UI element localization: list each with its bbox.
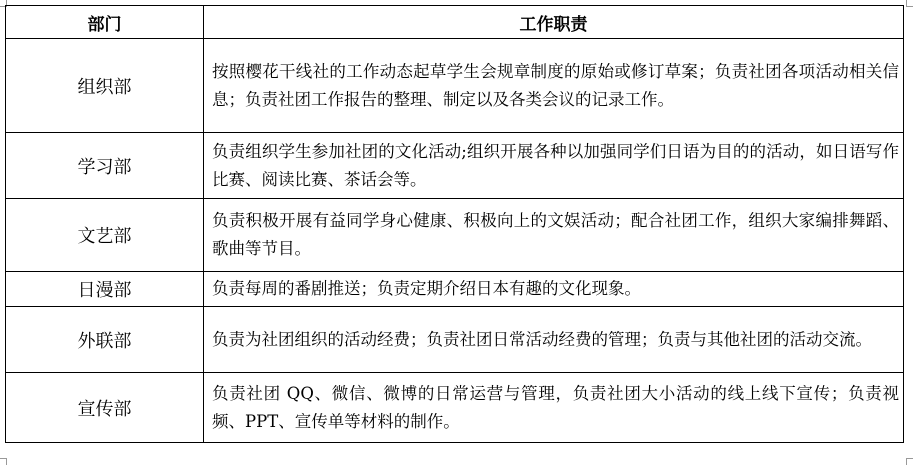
department-duty: 负责社团 QQ、微信、微博的日常运营与管理，负责社团大小活动的线上线下宣传；负责视频、PPT、宣传单等材料的制作。 (204, 373, 904, 443)
department-name: 组织部 (6, 39, 204, 133)
table-row (6, 133, 904, 199)
department-duty: 负责每周的番剧推送；负责定期介绍日本有趣的文化现象。 (204, 272, 904, 307)
table-row (6, 272, 904, 307)
department-duty: 负责为社团组织的活动经费；负责社团日常活动经费的管理；负责与其他社团的活动交流。 (204, 307, 904, 373)
crop-mark-top-right (906, 0, 913, 7)
department-name: 外联部 (6, 307, 204, 373)
table-row (6, 199, 904, 272)
department-duty: 负责组织学生参加社团的文化活动;组织开展各种以加强同学们日语为目的的活动，如日语写作比赛、阅读比赛、茶话会等。 (204, 133, 904, 199)
header-duties: 工作职责 (204, 6, 904, 39)
department-duty: 负责积极开展有益同学身心健康、积极向上的文娱活动；配合社团工作，组织大家编排舞蹈、歌曲等节目。 (204, 199, 904, 272)
department-name: 日漫部 (6, 272, 204, 307)
crop-mark-bottom-left (0, 458, 7, 465)
table-row (6, 373, 904, 443)
crop-mark-bottom-right (906, 458, 913, 465)
department-duty: 按照樱花干线社的工作动态起草学生会规章制度的原始或修订草案；负责社团各项活动相关信息；负责社团工作报告的整理、制定以及各类会议的记录工作。 (204, 39, 904, 133)
department-name: 学习部 (6, 133, 204, 199)
header-row (6, 6, 904, 39)
department-name: 文艺部 (6, 199, 204, 272)
department-duties-table-container (5, 5, 903, 443)
header-department: 部门 (6, 6, 204, 39)
table-row (6, 39, 904, 133)
department-name: 宣传部 (6, 373, 204, 443)
table-row (6, 307, 904, 373)
department-duties-table (5, 5, 904, 443)
